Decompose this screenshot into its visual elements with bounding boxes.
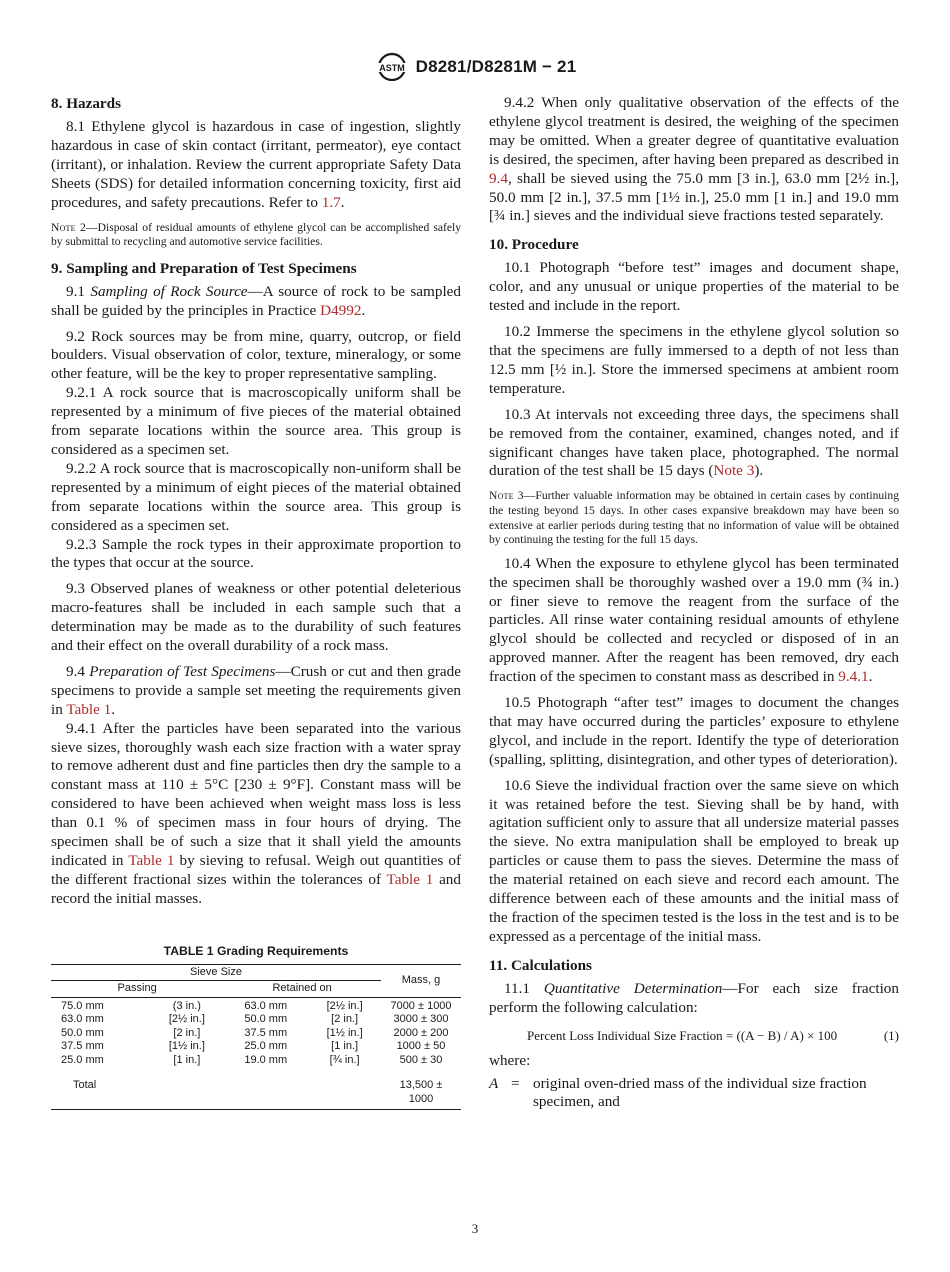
table-title: TABLE 1 Grading Requirements xyxy=(163,943,349,958)
header-mass: Mass, g xyxy=(381,964,461,997)
table-row xyxy=(51,1013,461,1027)
para-11-1: 11.1 Quantitative Determination—For each size fraction perform the following calculation: xyxy=(489,979,899,1016)
para-8-1: 8.1 Ethylene glycol is hazardous in case of ingestion, slightly hazardous in case of skin contact (irritant, permeator), eye contact (irritant), or inhalation. Review the current appropriate Safety Data Sheets (SDS) for detailed information concerning toxicity, first aid procedures, and safety precautions. Refer to 1.7. xyxy=(51,118,461,211)
link-9-4[interactable]: 9.4 xyxy=(489,169,508,187)
section-9-heading: 9. Sampling and Preparation of Test Specimens xyxy=(51,259,357,277)
table-cell: 500 ± 30 xyxy=(399,1053,443,1066)
table-cell: 1000 ± 50 xyxy=(396,1040,446,1053)
table-cell: 25.0 mm xyxy=(244,1040,288,1053)
table-row-total xyxy=(51,1067,461,1110)
definition-text: original oven-dried mass of the individual size fraction specimen, and xyxy=(533,1074,867,1111)
table-cell: 50.0 mm xyxy=(61,1026,104,1039)
para-10-3: 10.3 At intervals not exceeding three days, the specimens shall be removed from the container, examined, changes noted, and if significant changes have taken place, photographed. The normal duration of the test shall be 15 days (Note 3). xyxy=(489,405,899,480)
total-label: Total xyxy=(51,1067,150,1110)
para-9-2-3: 9.2.3 Sample the rock types in their approximate proportion to the types that occur at the source. xyxy=(51,535,461,572)
where-label: where: xyxy=(489,1051,531,1069)
equation-1 xyxy=(489,1027,899,1044)
table-cell: 63.0 mm xyxy=(244,999,288,1012)
table-cell: [¾ in.] xyxy=(329,1053,360,1066)
link-table-1[interactable]: Table 1 xyxy=(128,852,175,869)
header-retained-on: Retained on xyxy=(223,981,381,998)
table-cell: (3 in.) xyxy=(172,999,201,1012)
left-column xyxy=(51,94,461,1110)
table-cell: 75.0 mm xyxy=(61,999,104,1012)
table-cell: [2½ in.] xyxy=(168,1013,205,1026)
para-10-4: 10.4 When the exposure to ethylene glycol has been terminated the specimen shall be thoroughly washed over a 19.0 mm (¾ in.) or finer sieve to remove the reagent from the surface of the particles. All rinse water containing residual amounts of ethylene glycol should be collected and recycled or disposed of in an approved manner. After the reagent has been removed, dry each fraction of the specimen to constant mass as described in 9.4.1. xyxy=(489,554,899,686)
link-1-7[interactable]: 1.7 xyxy=(321,193,341,211)
table-cell: [1½ in.] xyxy=(168,1040,205,1053)
table-cell: [1 in.] xyxy=(331,1040,359,1053)
table-cell: 19.0 mm xyxy=(244,1053,288,1066)
table-row xyxy=(51,1054,461,1068)
note-2: Note 2—Disposal of residual amounts of ethylene glycol can be accomplished safely by submittal to recycling and automotive service facilities. xyxy=(51,220,461,249)
definition-symbol: A xyxy=(489,1074,499,1092)
para-9-2: 9.2 Rock sources may be from mine, quarry, outcrop, or field boulders. Visual observation of color, texture, mineralogy, or some other feature, will be the key to proper representative sampling. xyxy=(51,327,461,383)
link-d4992[interactable]: D4992 xyxy=(320,301,362,319)
table-cell: 7000 ± 1000 xyxy=(390,999,452,1012)
right-column xyxy=(489,94,899,1112)
table-body xyxy=(51,997,461,1110)
page-number: 3 xyxy=(471,1221,479,1236)
note-3: Note 3—Further valuable information may be obtained in certain cases by continuing the testing beyond 15 days. In other cases expansive breakdown may have been so extensive at earlier periods during testing that no information of value will be obtained by continuing the testing for the full 15 days. xyxy=(489,489,899,547)
table-cell: 25.0 mm xyxy=(61,1053,104,1066)
link-table-1[interactable]: Table 1 xyxy=(386,870,434,888)
equation-number: (1) xyxy=(883,1027,899,1043)
table-cell: 37.5 mm xyxy=(61,1040,104,1053)
table-row xyxy=(51,1040,461,1054)
standard-designation: D8281/D8281M − 21 xyxy=(415,57,577,76)
table-1 xyxy=(51,944,461,1111)
para-9-1: 9.1 Sampling of Rock Source—A source of rock to be sampled shall be guided by the principles in Practice D4992. xyxy=(51,282,461,319)
astm-logo-icon xyxy=(374,52,410,82)
table-cell: [2 in.] xyxy=(331,1013,359,1026)
definition-a xyxy=(489,1075,899,1113)
para-10-2: 10.2 Immerse the specimens in the ethylene glycol solution so that the specimens are fully immersed to a depth of not less than 12.5 mm [½ in.]. Store the immersed specimens at ambient room temperature. xyxy=(489,323,899,397)
para-9-4-1: 9.4.1 After the particles have been separated into the various sieve sizes, thoroughly wash each size fraction with a water spray to remove adherent dust and fine particles then dry the sample to a constant mass at 110 ± 5°C [230 ± 9°F]. Constant mass will be considered to have been achieved when weight mass loss is less than 0.1 % of specimen mass in four hours of drying. The specimen shall be of such a size that it shall yield the amounts indicated in Table 1 by sieving to refusal. Weigh out quantities of the different fractional sizes within the tolerances of Table 1 and record the initial masses. xyxy=(51,719,462,907)
para-10-1: 10.1 Photograph “before test” images and document shape, color, and any unusual or unique properties of the material to be tested and include in the report. xyxy=(489,259,899,315)
table-row xyxy=(51,1027,461,1041)
section-8-heading: 8. Hazards xyxy=(51,95,122,112)
table-cell: 50.0 mm xyxy=(244,1013,288,1026)
link-table-1[interactable]: Table 1 xyxy=(66,700,112,718)
para-10-5: 10.5 Photograph “after test” images to document the changes that may have occurred during the particles’ exposure to ethylene glycol, and include in the report. Identify the type of deterioration (spalling, splitting, disintegration, and other types of deterioration). xyxy=(489,694,899,768)
table-cell: 63.0 mm xyxy=(61,1013,104,1026)
para-10-6: 10.6 Sieve the individual fraction over the same sieve on which it was retained before the test. Sieving shall be by hand, with agitation sufficient only to assure that all undersize material passes the sieve. No extra manipulation shall be employed to break up particles or cause them to pass the sieves. Determine the mass of the material retained on each sieve and record each amount. The difference between each of these amounts and the initial mass of the fraction of the specimen tested is the loss in the test and is to be expressed as a percentage of the initial mass. xyxy=(489,776,899,945)
para-9-4-2: 9.4.2 When only qualitative observation of the effects of the ethylene glycol treatment is desired, the weighing of the specimen may be omitted. When a greater degree of quantitative evaluation is desired, the specimen, after having been prepared as described in 9.4, shall be sieved using the 75.0 mm [3 in.], 63.0 mm [2½ in.], 50.0 mm [2 in.], 37.5 mm [1½ in.], 25.0 mm [1 in.] and 19.0 mm [¾ in.] sieves and the individual sieve fractions tested separately. xyxy=(489,94,899,225)
equation-text: Percent Loss Individual Size Fraction = ((A − B) / A) × 100 xyxy=(527,1027,838,1043)
table-cell: 37.5 mm xyxy=(244,1026,288,1039)
para-9-2-2: 9.2.2 A rock source that is macroscopically non-uniform shall be represented by a minimum of eight pieces of the material obtained from separate locations within the source area. This group is considered as a specimen set. xyxy=(51,459,461,534)
table-cell: [2 in.] xyxy=(173,1026,201,1039)
table-cell: 2000 ± 200 xyxy=(393,1026,449,1039)
link-9-4-1[interactable]: 9.4.1 xyxy=(838,668,869,686)
table-cell: [1½ in.] xyxy=(326,1026,363,1039)
total-value: 13,500 ± 1000 xyxy=(381,1067,461,1110)
grading-table xyxy=(51,964,461,1111)
logo-text: ASTM xyxy=(378,63,405,73)
table-cell: [2½ in.] xyxy=(326,999,363,1012)
header-sieve-size: Sieve Size xyxy=(51,964,381,981)
section-11-heading: 11. Calculations xyxy=(489,956,592,974)
header-passing: Passing xyxy=(51,981,223,998)
definition-equals: = xyxy=(511,1074,520,1092)
table-cell: [1 in.] xyxy=(173,1053,201,1066)
para-9-2-1: 9.2.1 A rock source that is macroscopically uniform shall be represented by a minimum of five pieces of the material obtained from separate locations within the source area. This group is considered as a specimen set. xyxy=(51,384,461,458)
para-9-4: 9.4 Preparation of Test Specimens—Crush or cut and then grade specimens to provide a sample set meeting the requirements given in Table 1. xyxy=(51,662,461,718)
table-row xyxy=(51,997,461,1013)
page-header xyxy=(0,50,950,84)
link-note-3[interactable]: Note 3 xyxy=(713,462,755,480)
section-10-heading: 10. Procedure xyxy=(489,236,579,254)
table-cell: 3000 ± 300 xyxy=(393,1013,449,1026)
para-9-3: 9.3 Observed planes of weakness or other potential deleterious macro-features shall be included in each sample such that a determination may be made as to the durability of such features and their effect on the overall durability of a rock mass. xyxy=(51,580,461,655)
